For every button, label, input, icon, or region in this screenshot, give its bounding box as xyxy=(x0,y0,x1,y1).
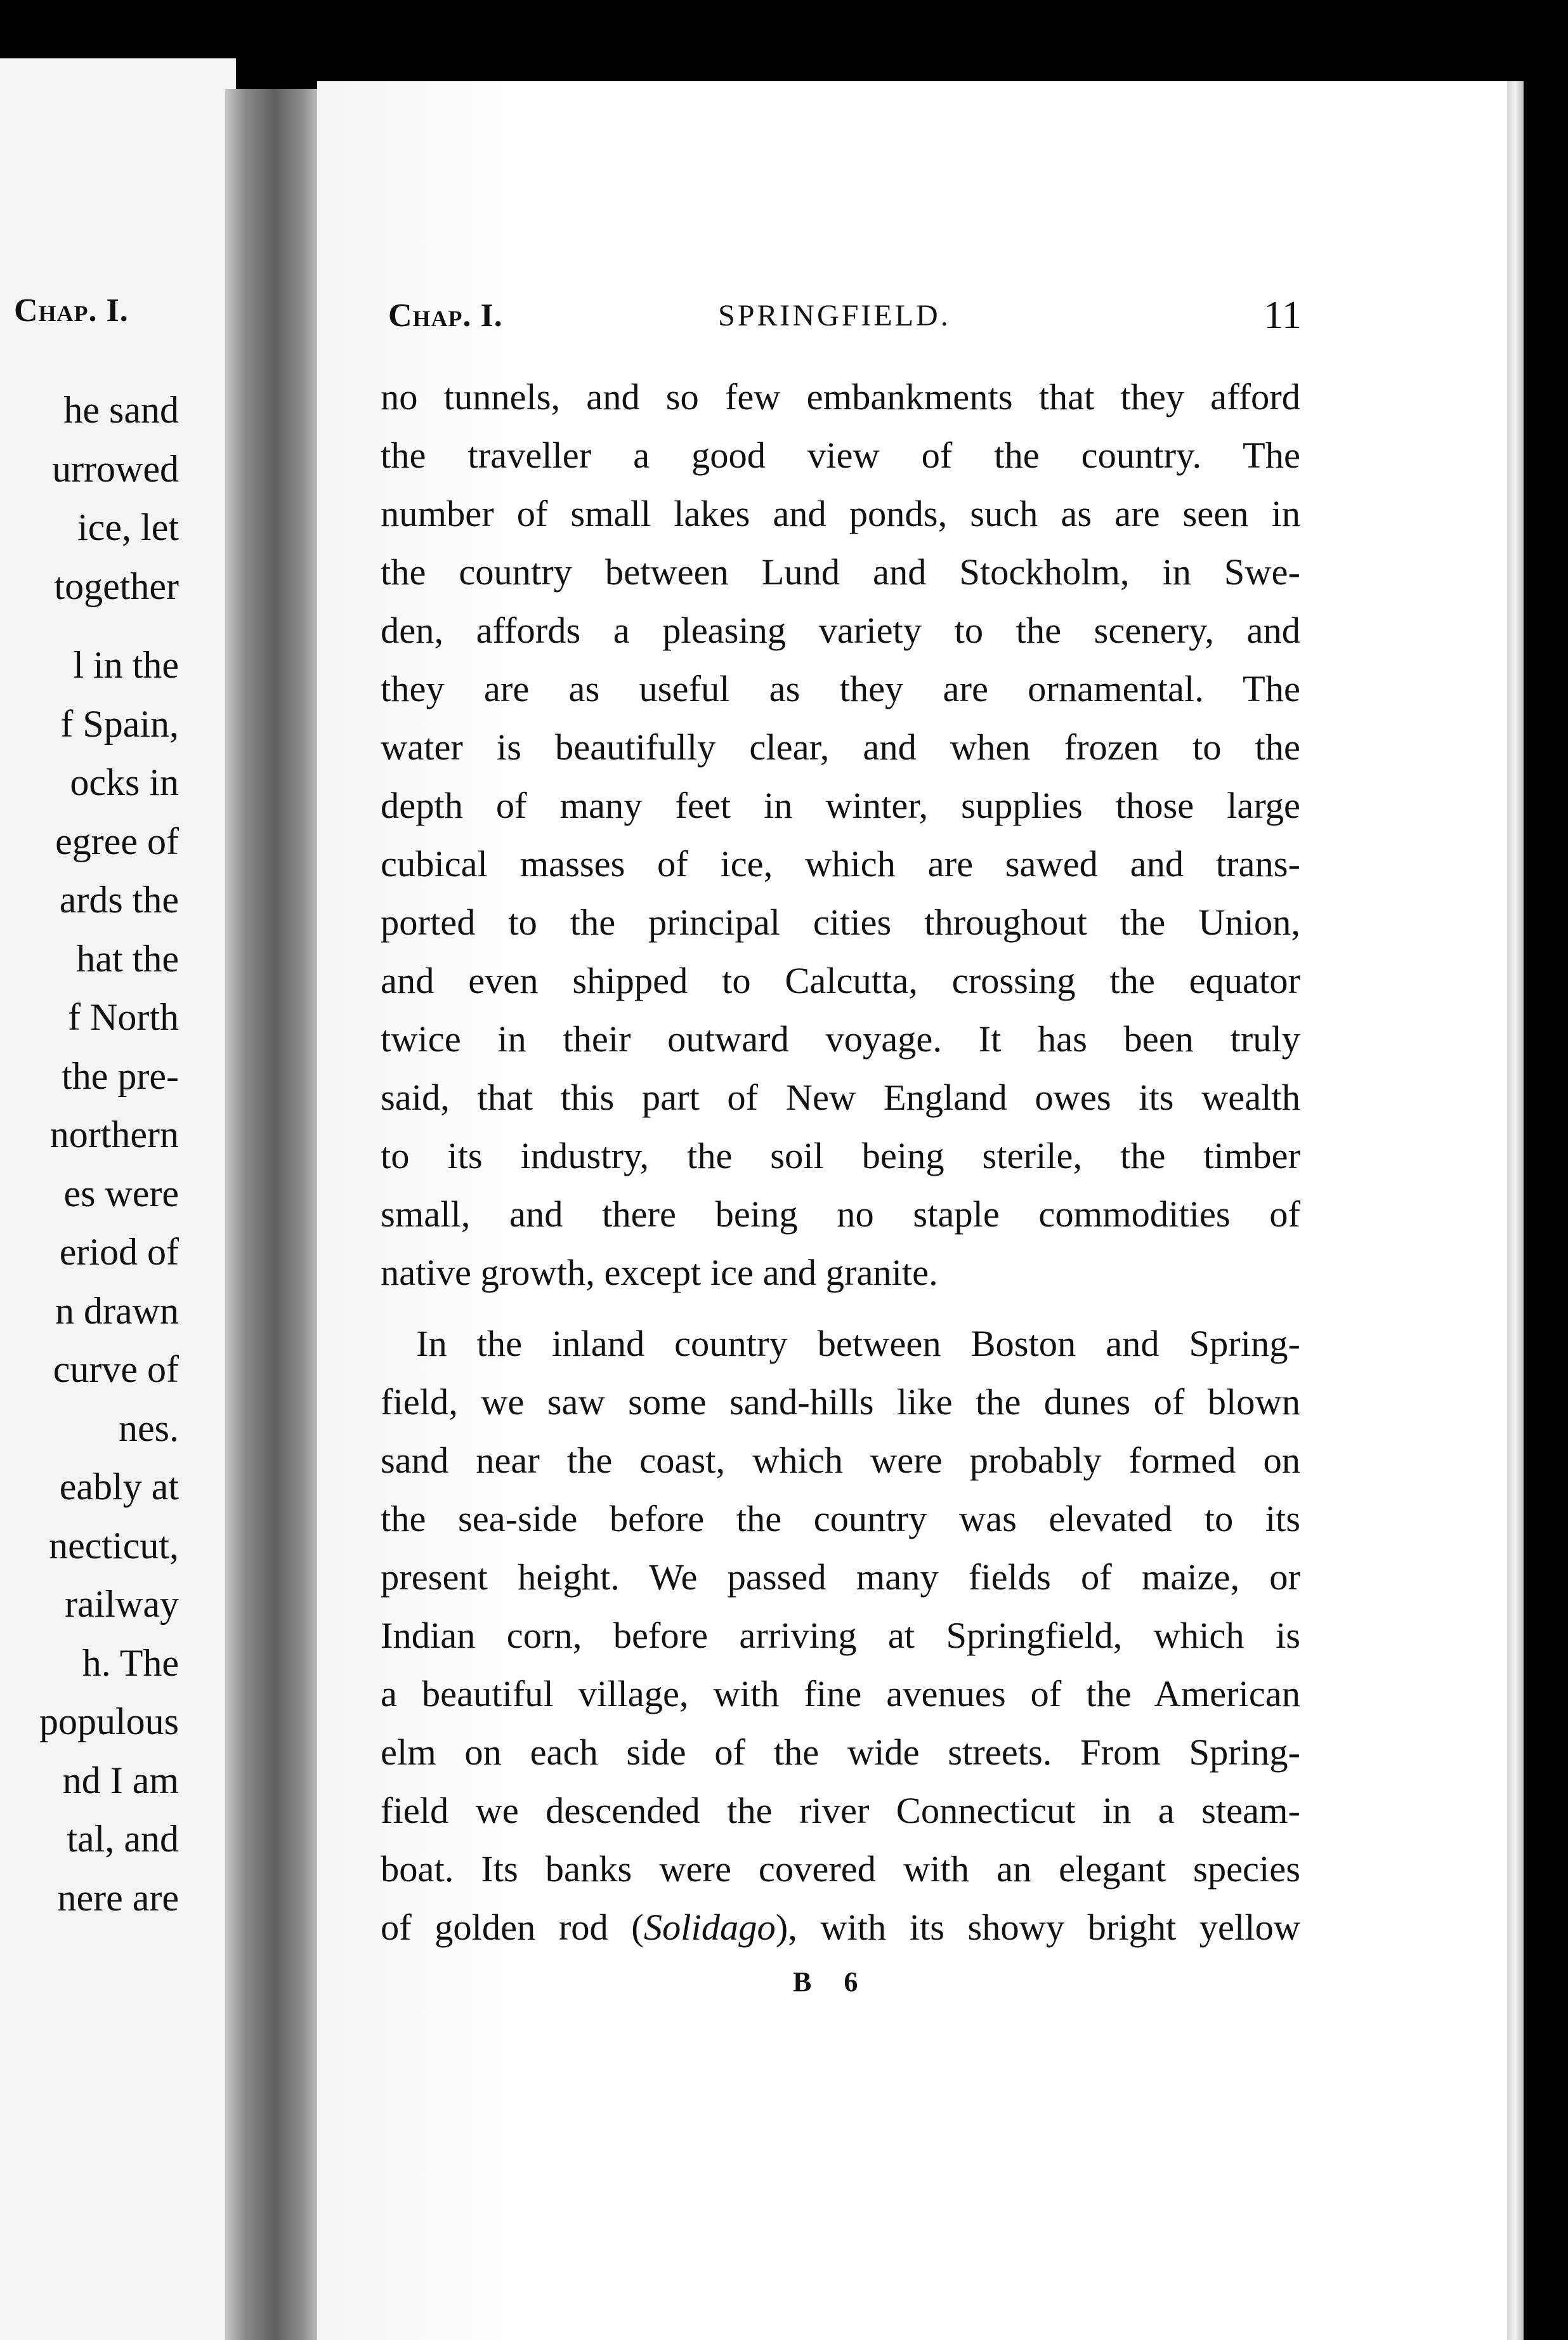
left-page-line: populous xyxy=(39,1700,179,1743)
text-line: den, affords a pleasing variety to the scenery, and xyxy=(381,610,1300,651)
left-page-line: nd I am xyxy=(62,1759,179,1801)
text-line: sand near the coast, which were probably formed on xyxy=(381,1440,1300,1481)
text-line: of golden rod (Solidago), with its showy bright yellow xyxy=(381,1907,1300,1948)
paragraph-2 xyxy=(381,1315,1300,1957)
left-page-line: f Spain, xyxy=(60,702,179,745)
text-line: number of small lakes and ponds, such as are seen in xyxy=(381,493,1300,534)
text-line: twice in their outward voyage. It has been truly xyxy=(381,1018,1300,1060)
text-line: the traveller a good view of the country. The xyxy=(381,435,1300,476)
text-line: and even shipped to Calcutta, crossing the equator xyxy=(381,960,1300,1001)
left-page-line: tal, and xyxy=(67,1818,179,1860)
text-line: they are as useful as they are ornamental. The xyxy=(381,668,1300,709)
left-page-line: ice, let xyxy=(77,506,179,548)
text-line: Indian corn, before arriving at Springfield, which is xyxy=(381,1615,1300,1656)
left-page-line: ocks in xyxy=(70,761,179,804)
left-page-line: eably at xyxy=(59,1466,179,1508)
previous-page xyxy=(0,58,236,2340)
left-page-line: necticut, xyxy=(49,1524,179,1567)
text-line: boat. Its banks were covered with an elegant species xyxy=(381,1848,1300,1890)
running-title: SPRINGFIELD. xyxy=(718,299,951,332)
text-line: field we descended the river Connecticut in a steam- xyxy=(381,1790,1300,1831)
left-page-line: f North xyxy=(68,996,179,1039)
left-page-line: nes. xyxy=(119,1407,179,1449)
left-page-line: n drawn xyxy=(55,1289,179,1332)
left-page-line: railway xyxy=(65,1583,179,1626)
left-page-line: together xyxy=(54,565,179,607)
left-page-line: urrowed xyxy=(52,447,179,490)
left-page-line: hat the xyxy=(76,937,179,980)
text-line: water is beautifully clear, and when frozen to the xyxy=(381,726,1300,768)
page-number: 11 xyxy=(1264,294,1302,337)
text-line: the country between Lund and Stockholm, in Swe- xyxy=(381,551,1300,593)
text-line: cubical masses of ice, which are sawed and trans- xyxy=(381,843,1300,884)
text-line: elm on each side of the wide streets. From Spring- xyxy=(381,1732,1300,1773)
left-page-line: l in the xyxy=(73,644,179,687)
paragraph-1 xyxy=(381,368,1300,1302)
left-page-line: northern xyxy=(49,1114,179,1156)
left-page-line: es were xyxy=(63,1172,179,1214)
left-page-line: nere are xyxy=(57,1876,179,1919)
left-page-line: h. The xyxy=(82,1641,179,1684)
text-line: native growth, except ice and granite. xyxy=(381,1252,938,1293)
text-line: depth of many feet in winter, supplies those large xyxy=(381,785,1300,826)
page-edge xyxy=(1507,81,1524,2340)
running-head xyxy=(388,294,1302,341)
left-page-line: egree of xyxy=(55,820,179,862)
text-line: ported to the principal cities throughout the Union, xyxy=(381,902,1300,943)
signature-mark: B 6 xyxy=(793,1966,871,1997)
text-line: the sea-side before the country was elevated to its xyxy=(381,1498,1300,1539)
left-page-line: ards the xyxy=(59,879,179,921)
text-line: no tunnels, and so few embankments that they afford xyxy=(381,376,1300,417)
text-line: to its industry, the soil being sterile, the timber xyxy=(381,1135,1300,1176)
text-line: field, we saw some sand-hills like the dunes of blown xyxy=(381,1381,1300,1423)
chapter-label: Chap. I. xyxy=(388,298,503,334)
text-line: present height. We passed many fields of maize, or xyxy=(381,1556,1300,1598)
text-line: In the inland country between Boston and Spring- xyxy=(416,1323,1300,1364)
text-line: a beautiful village, with fine avenues of the American xyxy=(381,1673,1300,1714)
left-running-head: Chap. I. xyxy=(14,292,129,329)
body-text xyxy=(381,368,1300,1957)
left-page-line: the pre- xyxy=(62,1055,179,1097)
text-line: said, that this part of New England owes its wealth xyxy=(381,1077,1300,1118)
left-page-line: eriod of xyxy=(59,1231,179,1273)
left-page-line: curve of xyxy=(53,1348,179,1391)
left-page-line: he sand xyxy=(63,389,179,431)
text-line: small, and there being no staple commodities of xyxy=(381,1193,1300,1235)
